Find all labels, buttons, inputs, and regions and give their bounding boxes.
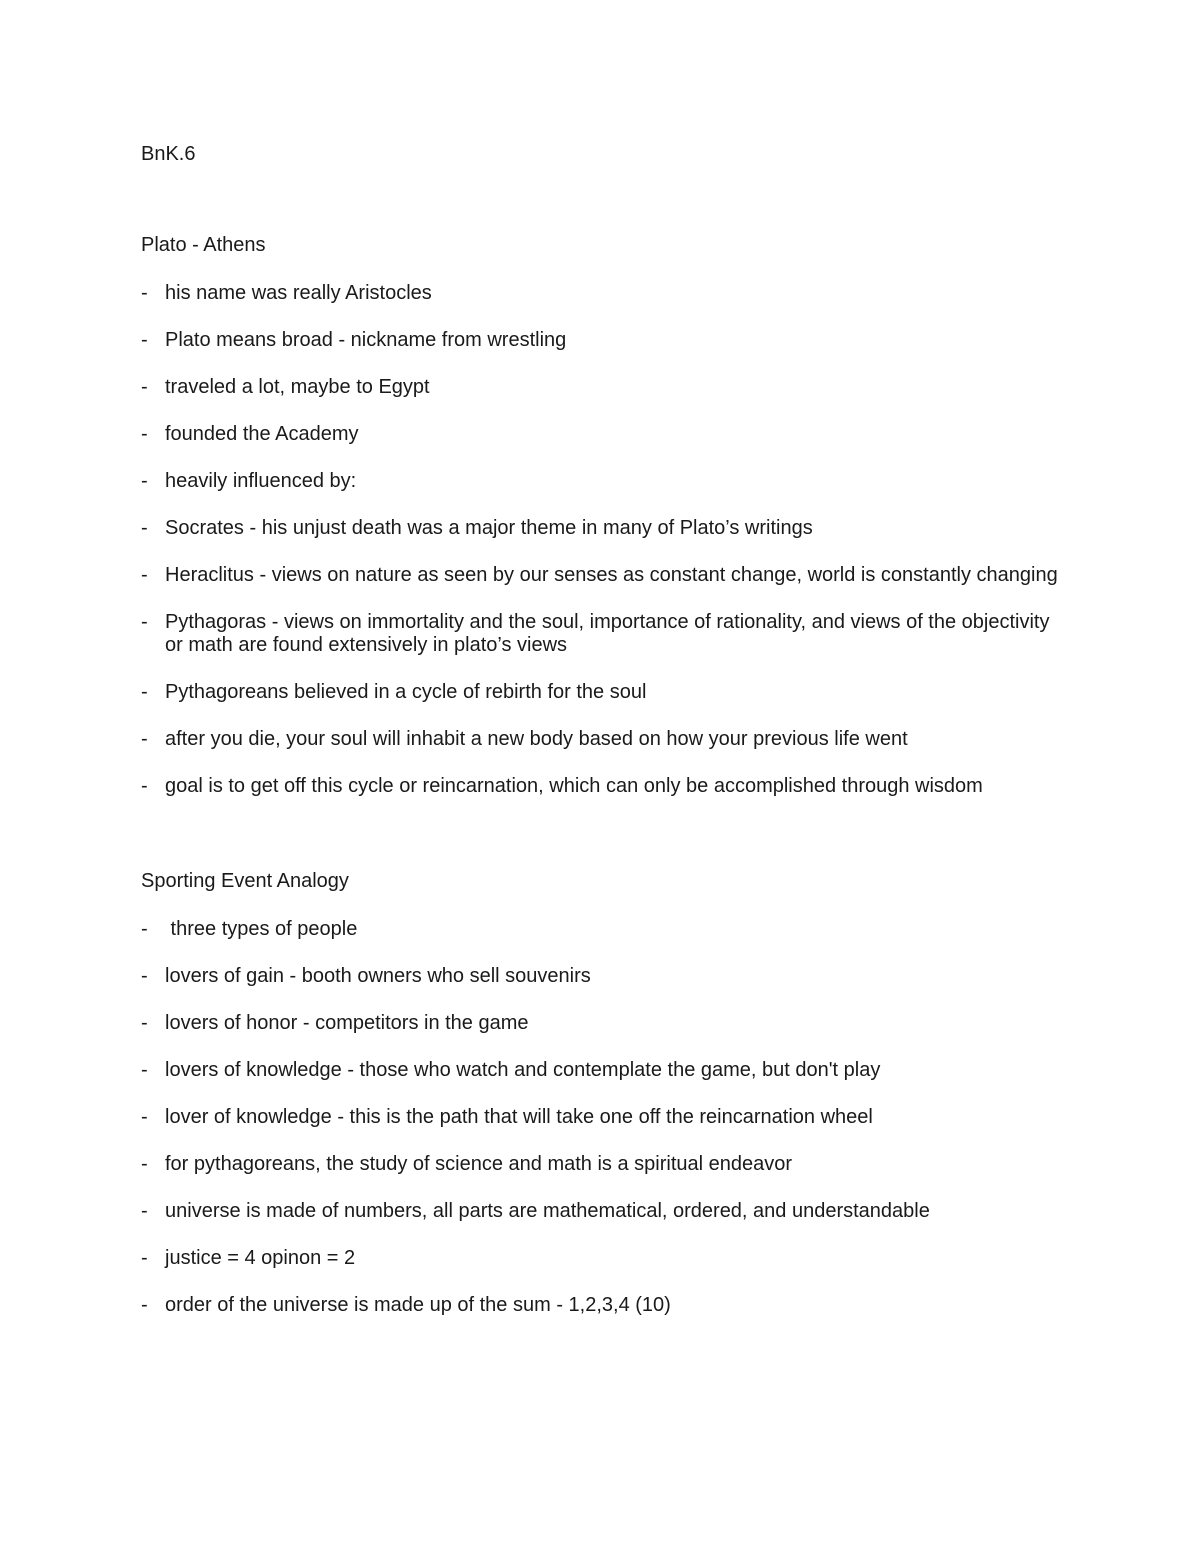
- list-item: [141, 517, 1061, 540]
- bullet-marker: -: [141, 564, 148, 586]
- list-item: [141, 329, 1061, 352]
- bullet-marker: -: [141, 775, 148, 797]
- list-item-text: Heraclitus - views on nature as seen by our senses as constant change, world is constantly changing: [165, 564, 1058, 586]
- bullet-marker: -: [141, 1106, 148, 1128]
- list-item-text: justice = 4 opinon = 2: [165, 1247, 356, 1269]
- bullet-marker: -: [141, 918, 148, 940]
- bullet-marker: -: [141, 329, 148, 351]
- list-item: [141, 1153, 1061, 1176]
- bullet-marker: -: [141, 965, 148, 987]
- section-sporting-event-analogy: [141, 869, 1061, 1341]
- list-item-text: lovers of gain - booth owners who sell souvenirs: [165, 965, 591, 987]
- list-item-text: heavily influenced by:: [165, 470, 357, 492]
- list-item-text: lovers of honor - competitors in the game: [165, 1012, 529, 1034]
- bullet-marker: -: [141, 423, 148, 445]
- list-item: [141, 611, 1061, 657]
- list-item: [141, 564, 1061, 587]
- list-item: [141, 965, 1061, 988]
- list-item: [141, 1247, 1061, 1270]
- list-item: [141, 376, 1061, 399]
- bullet-marker: -: [141, 1200, 148, 1222]
- bullet-marker: -: [141, 681, 148, 703]
- bullet-marker: -: [141, 1059, 148, 1081]
- list-item: [141, 470, 1061, 493]
- list-item-text: his name was really Aristocles: [165, 282, 432, 304]
- document-title: BnK.6: [141, 143, 196, 165]
- list-item-text: lover of knowledge - this is the path that will take one off the reincarnation wheel: [165, 1106, 873, 1128]
- section-plato-athens: [141, 233, 1061, 822]
- list-item-text: three types of people: [165, 918, 358, 940]
- list-item-text: Pythagoreans believed in a cycle of rebirth for the soul: [165, 681, 647, 703]
- list-item-text: founded the Academy: [165, 423, 359, 445]
- list-item-text: after you die, your soul will inhabit a new body based on how your previous life went: [165, 728, 908, 750]
- section-heading: Plato - Athens: [141, 234, 266, 256]
- bullet-marker: -: [141, 376, 148, 398]
- bullet-marker: -: [141, 611, 148, 633]
- list-item: [141, 1012, 1061, 1035]
- bullet-marker: -: [141, 470, 148, 492]
- list-item-text: traveled a lot, maybe to Egypt: [165, 376, 430, 398]
- bullet-list: [141, 918, 1061, 1317]
- list-item-text: lovers of knowledge - those who watch and contemplate the game, but don't play: [165, 1059, 881, 1081]
- bullet-marker: -: [141, 282, 148, 304]
- list-item: [141, 1294, 1061, 1317]
- bullet-marker: -: [141, 1153, 148, 1175]
- list-item: [141, 1106, 1061, 1129]
- bullet-marker: -: [141, 517, 148, 539]
- list-item-text: for pythagoreans, the study of science and math is a spiritual endeavor: [165, 1153, 793, 1175]
- list-item: [141, 282, 1061, 305]
- list-item-text: order of the universe is made up of the sum - 1,2,3,4 (10): [165, 1294, 671, 1316]
- bullet-marker: -: [141, 1247, 148, 1269]
- list-item-text: Plato means broad - nickname from wrestling: [165, 329, 567, 351]
- list-item: [141, 681, 1061, 704]
- bullet-marker: -: [141, 728, 148, 750]
- list-item: [141, 423, 1061, 446]
- list-item: [141, 1200, 1061, 1223]
- bullet-marker: -: [141, 1012, 148, 1034]
- list-item: [141, 1059, 1061, 1082]
- bullet-marker: -: [141, 1294, 148, 1316]
- list-item: [141, 775, 1061, 798]
- section-heading: Sporting Event Analogy: [141, 870, 349, 892]
- bullet-list: [141, 282, 1061, 798]
- list-item-text: universe is made of numbers, all parts are mathematical, ordered, and understandable: [165, 1200, 930, 1222]
- list-item-text: Pythagoras - views on immortality and the soul, importance of rationality, and views of the objectivity or math are found extensively in plato’s views: [165, 611, 1050, 656]
- list-item-text: goal is to get off this cycle or reincarnation, which can only be accomplished through wisdom: [165, 775, 983, 797]
- list-item-text: Socrates - his unjust death was a major theme in many of Plato’s writings: [165, 517, 813, 539]
- list-item: [141, 728, 1061, 751]
- list-item: [141, 918, 1061, 941]
